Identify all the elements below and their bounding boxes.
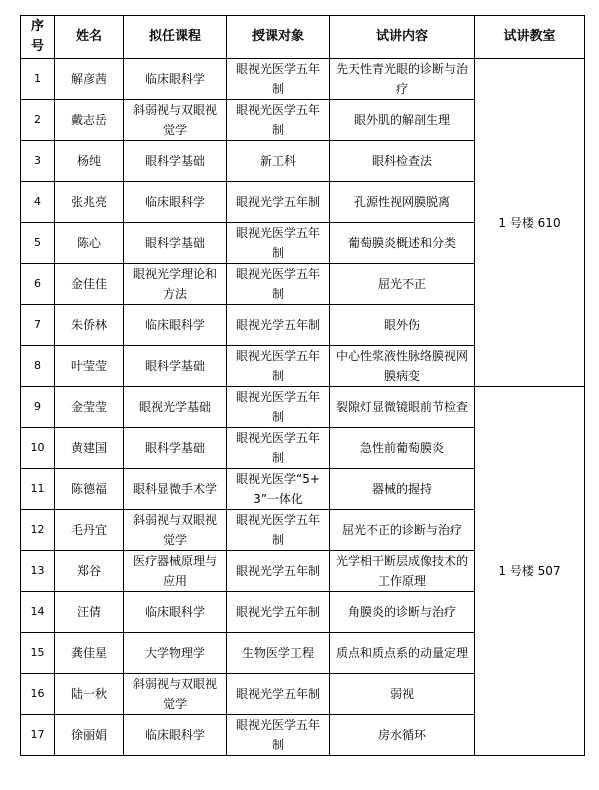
cell-room: 1 号楼 610 [475, 59, 585, 387]
cell-course: 临床眼科学 [124, 59, 227, 100]
cell-name: 解彦茜 [55, 59, 124, 100]
cell-content: 眼外肌的解剖生理 [330, 100, 475, 141]
cell-target: 新工科 [227, 141, 330, 182]
cell-no: 2 [21, 100, 55, 141]
cell-target: 眼视光医学五年制 [227, 428, 330, 469]
cell-target: 生物医学工程 [227, 633, 330, 674]
cell-name: 黄建国 [55, 428, 124, 469]
table-row [21, 387, 585, 428]
cell-no: 17 [21, 715, 55, 756]
cell-course: 眼科显微手术学 [124, 469, 227, 510]
cell-target: 眼视光医学五年制 [227, 59, 330, 100]
cell-content: 急性前葡萄膜炎 [330, 428, 475, 469]
cell-no: 4 [21, 182, 55, 223]
cell-no: 16 [21, 674, 55, 715]
header-row [21, 16, 585, 59]
cell-content: 光学相干断层成像技术的工作原理 [330, 551, 475, 592]
header-room: 试讲教室 [475, 16, 585, 59]
cell-course: 临床眼科学 [124, 715, 227, 756]
cell-content: 孔源性视网膜脱离 [330, 182, 475, 223]
cell-name: 陈心 [55, 223, 124, 264]
cell-target: 眼视光医学五年制 [227, 264, 330, 305]
cell-content: 葡萄膜炎概述和分类 [330, 223, 475, 264]
cell-course: 斜弱视与双眼视觉学 [124, 100, 227, 141]
cell-target: 眼视光医学五年制 [227, 715, 330, 756]
cell-name: 龚佳星 [55, 633, 124, 674]
cell-target: 眼视光医学五年制 [227, 346, 330, 387]
table-row [21, 59, 585, 100]
cell-target: 眼视光学五年制 [227, 551, 330, 592]
cell-name: 朱侨林 [55, 305, 124, 346]
cell-target: 眼视光医学五年制 [227, 387, 330, 428]
cell-course: 眼视光学基础 [124, 387, 227, 428]
cell-course: 临床眼科学 [124, 305, 227, 346]
cell-no: 7 [21, 305, 55, 346]
cell-course: 眼科学基础 [124, 346, 227, 387]
cell-no: 11 [21, 469, 55, 510]
cell-name: 毛丹宜 [55, 510, 124, 551]
cell-content: 房水循环 [330, 715, 475, 756]
cell-no: 3 [21, 141, 55, 182]
cell-content: 裂隙灯显微镜眼前节检查 [330, 387, 475, 428]
cell-target: 眼视光学五年制 [227, 592, 330, 633]
cell-room: 1 号楼 507 [475, 387, 585, 756]
cell-course: 医疗器械原理与应用 [124, 551, 227, 592]
cell-no: 15 [21, 633, 55, 674]
cell-target: 眼视光医学“5+3”一体化 [227, 469, 330, 510]
cell-target: 眼视光医学五年制 [227, 510, 330, 551]
cell-name: 金佳佳 [55, 264, 124, 305]
cell-name: 叶莹莹 [55, 346, 124, 387]
cell-name: 陆一秋 [55, 674, 124, 715]
cell-course: 眼科学基础 [124, 223, 227, 264]
header-no: 序号 [21, 16, 55, 59]
cell-no: 10 [21, 428, 55, 469]
cell-name: 陈德福 [55, 469, 124, 510]
cell-no: 5 [21, 223, 55, 264]
cell-content: 眼外伤 [330, 305, 475, 346]
schedule-table [20, 15, 585, 756]
cell-target: 眼视光医学五年制 [227, 100, 330, 141]
cell-content: 先天性青光眼的诊断与治疗 [330, 59, 475, 100]
cell-content: 质点和质点系的动量定理 [330, 633, 475, 674]
cell-course: 眼视光学理论和方法 [124, 264, 227, 305]
cell-course: 眼科学基础 [124, 141, 227, 182]
cell-course: 临床眼科学 [124, 592, 227, 633]
cell-target: 眼视光学五年制 [227, 305, 330, 346]
cell-no: 13 [21, 551, 55, 592]
cell-content: 中心性浆液性脉络膜视网膜病变 [330, 346, 475, 387]
cell-name: 金莹莹 [55, 387, 124, 428]
cell-name: 杨纯 [55, 141, 124, 182]
cell-no: 14 [21, 592, 55, 633]
cell-name: 戴志岳 [55, 100, 124, 141]
cell-name: 徐丽娟 [55, 715, 124, 756]
cell-content: 屈光不正的诊断与治疗 [330, 510, 475, 551]
cell-name: 郑谷 [55, 551, 124, 592]
cell-content: 眼科检查法 [330, 141, 475, 182]
cell-course: 眼科学基础 [124, 428, 227, 469]
cell-name: 张兆亮 [55, 182, 124, 223]
cell-content: 弱视 [330, 674, 475, 715]
cell-content: 角膜炎的诊断与治疗 [330, 592, 475, 633]
cell-course: 大学物理学 [124, 633, 227, 674]
cell-target: 眼视光学五年制 [227, 182, 330, 223]
header-course: 拟任课程 [124, 16, 227, 59]
header-content: 试讲内容 [330, 16, 475, 59]
cell-course: 斜弱视与双眼视觉学 [124, 674, 227, 715]
cell-no: 8 [21, 346, 55, 387]
cell-target: 眼视光医学五年制 [227, 223, 330, 264]
cell-content: 屈光不正 [330, 264, 475, 305]
cell-name: 汪倩 [55, 592, 124, 633]
table-body [21, 59, 585, 756]
cell-course: 斜弱视与双眼视觉学 [124, 510, 227, 551]
cell-no: 6 [21, 264, 55, 305]
cell-no: 12 [21, 510, 55, 551]
header-target: 授课对象 [227, 16, 330, 59]
cell-content: 器械的握持 [330, 469, 475, 510]
cell-target: 眼视光学五年制 [227, 674, 330, 715]
cell-no: 9 [21, 387, 55, 428]
cell-course: 临床眼科学 [124, 182, 227, 223]
cell-no: 1 [21, 59, 55, 100]
header-name: 姓名 [55, 16, 124, 59]
